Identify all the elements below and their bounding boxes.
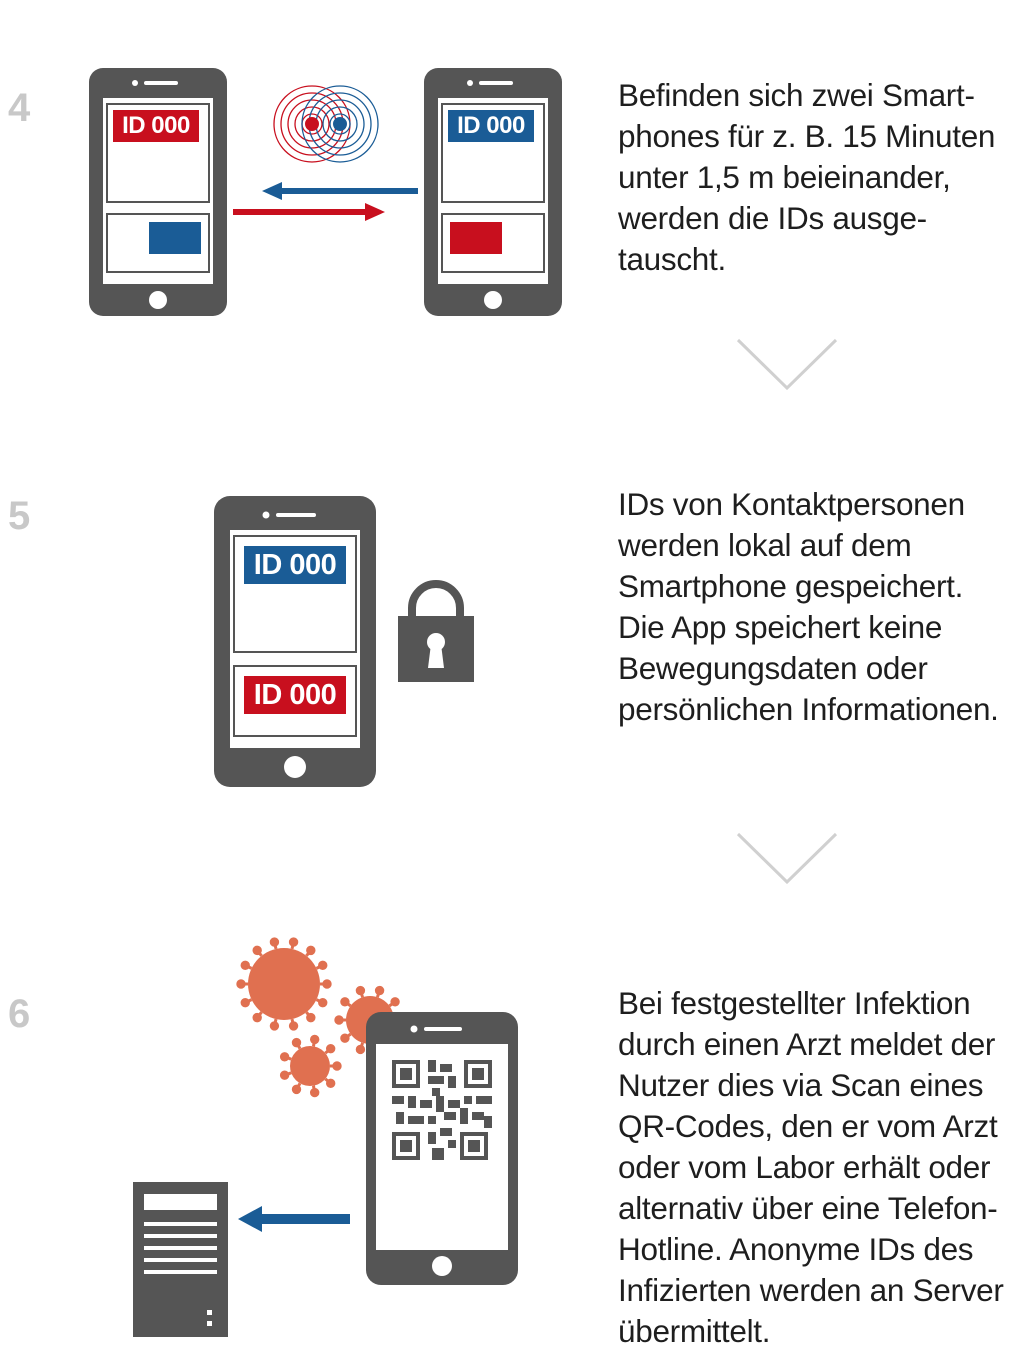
- id-badge-bottom: ID 000: [244, 676, 346, 714]
- arrow-icon: [238, 1206, 350, 1232]
- step-number-6: 6: [8, 992, 31, 1036]
- qr-code-icon: [392, 1060, 492, 1160]
- id-badge-top: ID 000: [244, 546, 346, 584]
- arrow-icon: [262, 182, 418, 200]
- chevron-down-icon: [736, 832, 838, 886]
- arrow-icon: [233, 203, 385, 221]
- server-icon: [133, 1182, 228, 1337]
- id-badge-left: ID 000: [113, 110, 199, 142]
- step-6-description: Bei festgestellter Infektion durch einen Arzt meldet der Nutzer dies via Scan eines QR-Codes, den er vom Arzt oder vom Labor erhält oder alternativ über eine Telefon- Hotline. Anonyme IDs des Infizierten werden an Server übermittelt.: [618, 985, 1004, 1349]
- step-5-description: IDs von Kontaktpersonen werden lokal auf dem Smartphone gespeichert. Die App speichert keine Bewegungsdaten oder persönlichen Informationen.: [618, 486, 999, 727]
- bluetooth-signal-icon: [270, 80, 382, 170]
- smartphone-icon: [89, 68, 227, 316]
- lock-icon: [398, 580, 474, 682]
- smartphone-icon: [214, 496, 376, 787]
- smartphone-icon: [424, 68, 562, 316]
- step-number-4: 4: [8, 86, 31, 130]
- step-number-5: 5: [8, 494, 31, 538]
- step-4-description: Befinden sich zwei Smart- phones für z. B. 15 Minuten unter 1,5 m beieinander, werden die IDs ausge- tauscht.: [618, 77, 996, 277]
- id-badge-right: ID 000: [448, 110, 534, 142]
- chevron-down-icon: [736, 338, 838, 392]
